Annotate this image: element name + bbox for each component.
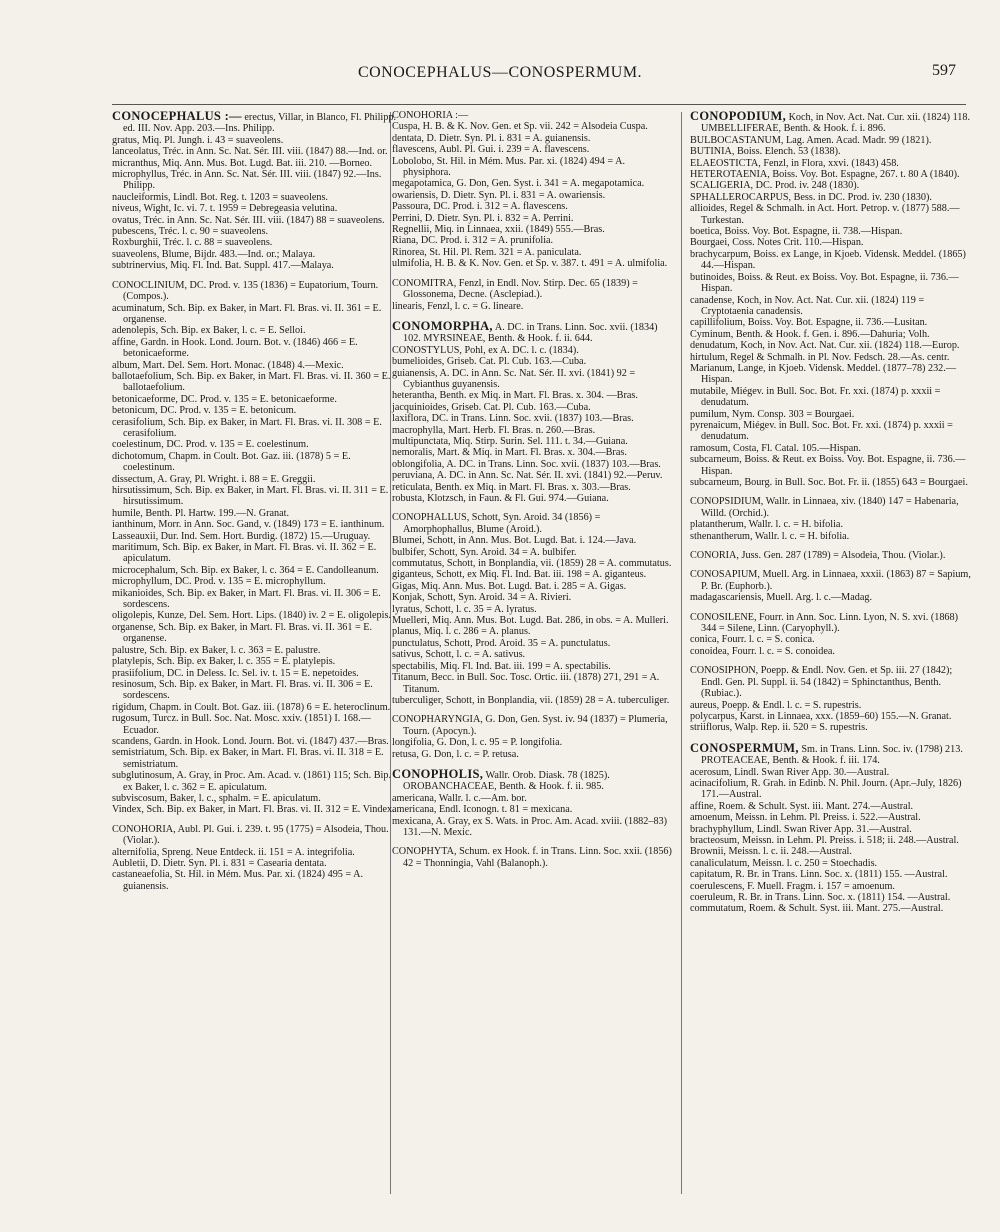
species-entry: album, Mart. Del. Sem. Hort. Monac. (1848) 4.—Mexic.: [112, 359, 344, 371]
species-entry: Vindex, Sch. Bip. ex Baker, in Mart. Fl. Bras. vi. II. 312 = E. Vindex.: [112, 804, 395, 816]
genus-heading: [690, 742, 972, 767]
genus-citation: Wallr. Orob. Diask. 78 (1825). OROBANCHACEAE, Benth. & Hook. f. ii. 985.: [403, 769, 610, 793]
species-entry: resinosum, Sch. Bip. ex Baker, in Mart. Fl. Bras. vi. II. 306 = E. sordescens.: [112, 678, 373, 702]
species-entry: Blumei, Schott, in Ann. Mus. Bot. Lugd. Bat. i. 124.—Java.: [392, 535, 637, 547]
species-entry: affine, Gardn. in Hook. Lond. Journ. Bot. v. (1846) 466 = E. betonicaeforme.: [112, 336, 358, 360]
genus-citation: Koch, in Nov. Act. Nat. Cur. xii. (1824) 118. UMBELLIFERAE, Benth. & Hook. f. i. 896.: [701, 112, 971, 135]
species-entry: coeruleum, R. Br. in Trans. Linn. Soc. x. (1811) 154. —Austral.: [690, 892, 951, 903]
species-entry: commutatus, Schott, in Bonplandia, vii. (1859) 28 = A. commutatus.: [392, 558, 672, 570]
species-entry: allioides, Regel & Schmalh. in Act. Hort. Petrop. v. (1877) 588.—Turkestan.: [690, 203, 960, 226]
species-entry: Passoura, DC. Prod. i. 312 = A. flavescens.: [392, 201, 568, 213]
species-entry: flavescens, Aubl. Pl. Gui. i. 239 = A. flavescens.: [392, 144, 590, 156]
species-entry: dentata, D. Dietr. Syn. Pl. i. 831 = A. guianensis.: [392, 132, 591, 144]
species-entry: hirsutissimum, Sch. Bip. ex Baker, in Mart. Fl. Bras. vi. II. 311 = E. hirsutissimum.: [112, 485, 389, 508]
species-entry: betonicum, DC. Prod. v. 135 = E. betonicum.: [112, 405, 297, 417]
species-entry: ianthinum, Morr. in Ann. Soc. Gand, v. (1849) 173 = E. ianthinum.: [112, 519, 385, 531]
species-entry: CONOPHALLUS, Schott, Syn. Aroid. 34 (1856) = Amorphophallus, Blume (Aroid.).: [392, 512, 601, 535]
species-entry: reticulata, Benth. ex Miq. in Mart. Fl. Bras. x. 303.—Bras.: [392, 481, 631, 493]
species-entry: organense, Sch. Bip. ex Baker, in Mart. Fl. Bras. vi. II. 361 = E. organense.: [112, 621, 373, 645]
column-1: [112, 110, 396, 900]
species-entry: Titanum, Becc. in Bull. Soc. Tosc. Ortic. iii. (1878) 271, 291 = A. Titanum.: [392, 672, 660, 695]
genus-name: CONOMORPHA,: [392, 318, 493, 333]
genus-heading: [690, 110, 972, 135]
species-entry: CONORIA, Juss. Gen. 287 (1789) = Alsodeia, Thou. (Violar.).: [690, 550, 946, 562]
species-entry: lyratus, Schott, l. c. 35 = A. lyratus.: [392, 603, 537, 615]
species-entry: capitatum, R. Br. in Trans. Linn. Soc. x. (1811) 155. —Austral.: [690, 869, 948, 881]
species-entry: laxiflora, DC. in Trans. Linn. Soc. xvii. (1837) 103.—Bras.: [392, 413, 634, 425]
species-entry: polycarpus, Karst. in Linnaea, xxx. (1859–60) 155.—N. Granat.: [690, 710, 952, 722]
species-entry: oblongifolia, A. DC. in Trans. Linn. Soc. xvii. (1837) 103.—Bras.: [392, 458, 661, 470]
species-entry: CONOMITRA, Fenzl, in Endl. Nov. Stirp. Dec. 65 (1839) = Glossonema, Decne. (Asclepiad.).: [392, 277, 638, 301]
species-entry: commutatum, Roem. & Schult. Syst. iii. Mant. 275.—Austral.: [690, 903, 944, 915]
page-number: 597: [932, 62, 956, 79]
species-entry: Lasseauxii, Dur. Ind. Sem. Hort. Burdig. (1872) 15.—Uruguay.: [112, 530, 371, 542]
species-entry: platylepis, Sch. Bip. ex Baker, l. c. 355 = E. platylepis.: [112, 656, 336, 668]
species-entry: naucleiformis, Lindl. Bot. Reg. t. 1203 = suaveolens.: [112, 191, 328, 203]
species-entry: heterantha, Benth. ex Miq. in Mart. Fl. Bras. x. 304. —Bras.: [392, 390, 638, 402]
species-entry: HETEROTAENIA, Boiss. Voy. Bot. Espagne, 267. t. 80 A (1840).: [690, 169, 960, 181]
species-entry: acerosum, Lindl. Swan River App. 30.—Austral.: [690, 766, 890, 778]
species-entry: subcarneum, Boiss. & Reut. ex Boiss. Voy. Bot. Espagne, ii. 736.—Hispan.: [690, 454, 966, 477]
species-entry: hirtulum, Regel & Schmalh. in Pl. Nov. Fedsch. 28.—As. centr.: [690, 351, 950, 363]
species-entry: denudatum, Koch, in Nov. Act. Nat. Cur. xii. (1824) 118.—Europ.: [690, 340, 960, 352]
entry-block: [392, 846, 673, 869]
column-2: [392, 110, 673, 877]
species-entry: SCALIGERIA, DC. Prod. iv. 248 (1830).: [690, 180, 860, 192]
species-entry: SPHALLEROCARPUS, Bess. in DC. Prod. iv. 230 (1830).: [690, 191, 932, 203]
species-entry: ramosum, Costa, Fl. Catal. 105.—Hispan.: [690, 442, 861, 454]
species-entry: butinoides, Boiss. & Reut. ex Boiss. Voy. Bot. Espagne, ii. 736.—Hispan.: [690, 271, 959, 295]
entry-block: [392, 714, 673, 760]
entry-block: [690, 110, 972, 488]
species-entry: Muelleri, Miq. Ann. Mus. Bot. Lugd. Bat. 286, in obs. = A. Mulleri.: [392, 615, 669, 627]
species-entry: linearis, Fenzl, l. c. = G. lineare.: [392, 300, 524, 312]
entry-block: [112, 280, 396, 816]
species-entry: capillifolium, Boiss. Voy. Bot. Espagne, ii. 736.—Lusitan.: [690, 317, 928, 329]
species-entry: CONOPSIDIUM, Wallr. in Linnaea, xiv. (1840) 147 = Habenaria, Willd. (Orchid.).: [690, 496, 959, 519]
species-entry: adenolepis, Sch. Bip. ex Baker, l. c. = E. Selloi.: [112, 325, 306, 337]
genus-name: CONOSPERMUM,: [690, 740, 799, 755]
species-entry: CONOPHYTA, Schum. ex Hook. f. in Trans. Linn. Soc. xxii. (1856) 42 = Thonningia, Vahl (Balanoph.).: [392, 846, 672, 869]
genus-citation: A. DC. in Trans. Linn. Soc. xvii. (1834) 102. MYRSINEAE, Benth. & Hook. f. ii. 644.: [403, 321, 658, 345]
genus-name: CONOCEPHALUS :—: [112, 109, 242, 123]
entry-block: [392, 278, 673, 312]
species-entry: Perrini, D. Dietr. Syn. Pl. i. 832 = A. Perrini.: [392, 212, 574, 224]
species-entry: Riana, DC. Prod. i. 312 = A. prunifolia.: [392, 235, 554, 247]
species-entry: suaveolens, Blume, Bijdr. 483.—Ind. or.; Malaya.: [112, 248, 316, 260]
species-entry: subtrinervius, Miq. Fl. Ind. Bat. Suppl. 417.—Malaya.: [112, 260, 334, 272]
species-entry: mutabile, Miégev. in Bull. Soc. Bot. Fr. xxi. (1874) p. xxxii = denudatum.: [690, 385, 941, 409]
species-entry: CONOCLINIUM, DC. Prod. v. 135 (1836) = Eupatorium, Tourn. (Compos.).: [112, 279, 379, 303]
species-entry: jacquinioides, Griseb. Cat. Pl. Cub. 163.—Cuba.: [392, 401, 591, 413]
entry-block: [690, 742, 972, 915]
entry-block: [690, 496, 972, 542]
entry-block: [392, 110, 673, 270]
species-entry: subviscosum, Baker, l. c., sphalm. = E. apiculatum.: [112, 792, 321, 804]
species-entry: microcephalum, Sch. Bip. ex Baker, l. c. 364 = E. Candolleanum.: [112, 564, 379, 576]
species-entry: subglutinosum, A. Gray, in Proc. Am. Acad. v. (1861) 115; Sch. Bip. ex Baker, l. c. 362 = E. apiculatum.: [112, 770, 392, 793]
species-entry: peruviana, A. DC. in Ann. Sc. Nat. Sér. II. xvi. (1841) 92.—Peruv.: [392, 470, 663, 482]
species-entry: CONOSIPHON, Poepp. & Endl. Nov. Gen. et Sp. iii. 27 (1842); Endl. Gen. Pl. Suppl. ii. 54 (1842) = Sphinctanthus, Benth. (Rubiac.).: [690, 665, 953, 700]
species-entry: pumilum, Nym. Consp. 303 = Bourgaei.: [690, 408, 855, 420]
species-entry: robusta, Klotzsch, in Faun. & Fl. Gui. 974.—Guiana.: [392, 493, 609, 504]
species-entry: madagascariensis, Muell. Arg. l. c.—Madag.: [690, 592, 873, 604]
species-entry: nemoralis, Mart. & Miq. in Mart. Fl. Bras. x. 304.—Bras.: [392, 447, 627, 459]
page-title: CONOCEPHALUS—CONOSPERMUM.: [357, 64, 643, 81]
species-entry: Aubletii, D. Dietr. Syn. Pl. i. 831 = Casearia dentata.: [112, 858, 327, 869]
species-entry: boetica, Boiss. Voy. Bot. Espagne, ii. 738.—Hispan.: [690, 226, 903, 238]
species-entry: Roxburghii, Tréc. l. c. 88 = suaveolens.: [112, 237, 273, 249]
genus-citation: erectus, Villar, in Blanco, Fl. Philipp. ed. III. Nov. App. 203.—Ins. Philipp.: [123, 112, 396, 135]
species-entry: bumelioides, Griseb. Cat. Pl. Cub. 163.—Cuba.: [392, 356, 587, 368]
species-entry: aureus, Poepp. & Endl. l. c. = S. rupestris.: [690, 699, 862, 711]
species-entry: CONOSAPIUM, Muell. Arg. in Linnaea, xxxii. (1863) 87 = Sapium, P. Br. (Euphorb.).: [690, 569, 971, 592]
species-entry: striiflorus, Walp. Rep. ii. 520 = S. rupestris.: [690, 722, 868, 734]
species-entry: maritimum, Sch. Bip. ex Baker, in Mart. Fl. Bras. vi. II. 362 = E. apiculatum.: [112, 542, 377, 565]
species-entry: semistriatum, Sch. Bip. ex Baker, in Mart. Fl. Bras. vi. II. 318 = E. semistriatum.: [112, 747, 384, 770]
species-entry: rigidum, Chapm. in Coult. Bot. Gaz. iii. (1878) 6 = E. heteroclinum.: [112, 701, 391, 713]
species-entry: megapotamica, G. Don, Gen. Syst. i. 341 = A. megapotamica.: [392, 178, 645, 190]
species-entry: platantherum, Wallr. l. c. = H. bifolia.: [690, 519, 843, 531]
species-entry: ELAEOSTICTA, Fenzl, in Flora, xxvi. (1843) 458.: [690, 157, 899, 169]
species-entry: Rinorea, St. Hil. Pl. Rem. 321 = A. paniculata.: [392, 246, 582, 258]
entry-block: [690, 569, 972, 603]
species-entry: spectabilis, Miq. Fl. Ind. Bat. iii. 199 = A. spectabilis.: [392, 660, 611, 672]
species-entry: microphyllus, Tréc. in Ann. Sc. Nat. Sér. III. viii. (1847) 92.—Ins. Philipp.: [112, 169, 382, 192]
species-entry: CONOSILENE, Fourr. in Ann. Soc. Linn. Lyon, N. S. xvi. (1868) 344 = Silene, Linn. (Caryophyll.).: [690, 611, 958, 635]
genus-name: CONOPHOLIS,: [392, 766, 484, 781]
species-entry: Gigas, Miq. Ann. Mus. Bot. Lugd. Bat. i. 285 = A. Gigas.: [392, 580, 627, 592]
species-entry: subcarneum, Bourg. in Bull. Soc. Bot. Fr. ii. (1855) 643 = Bourgaei.: [690, 477, 968, 488]
entry-block: [112, 824, 396, 892]
genus-heading: [112, 110, 396, 135]
species-entry: scandens, Gardn. in Hook. Lond. Journ. Bot. vi. (1847) 437.—Bras.: [112, 735, 389, 747]
species-entry: oligolepis, Kunze, Del. Sem. Hort. Lips. (1840) iv. 2 = E. oligolepis.: [112, 610, 391, 622]
species-entry: BULBOCASTANUM, Lag. Amen. Acad. Madr. 99 (1821).: [690, 134, 932, 146]
running-head: [0, 64, 1000, 88]
species-entry: americana, Wallr. l. c.—Am. bor.: [392, 792, 527, 804]
species-entry: retusa, G. Don, l. c. = P. retusa.: [392, 748, 519, 760]
species-entry: giganteus, Schott, ex Miq. Fl. Ind. Bat. iii. 198 = A. giganteus.: [392, 569, 647, 581]
species-entry: americana, Endl. Iconogn. t. 81 = mexicana.: [392, 804, 573, 816]
species-entry: acinacifolium, R. Grah. in Edinb. N. Phil. Journ. (Apr.–July, 1826) 171.—Austral.: [690, 777, 962, 801]
species-entry: affine, Roem. & Schult. Syst. iii. Mant. 274.—Austral.: [690, 800, 914, 812]
species-entry: bracteosum, Meissn. in Lehm. Pl. Preiss. i. 518; ii. 248.—Austral.: [690, 834, 959, 846]
species-entry: ballotaefolium, Sch. Bip. ex Baker, in Mart. Fl. Bras. vi. II. 360 = E. ballotaefolium.: [112, 370, 391, 394]
species-entry: CONOPHARYNGIA, G. Don, Gen. Syst. iv. 94 (1837) = Plumeria, Tourn. (Apocyn.).: [392, 714, 668, 737]
species-entry: humile, Benth. Pl. Hartw. 199.—N. Granat.: [112, 507, 290, 519]
species-entry: dichotomum, Chapm. in Coult. Bot. Gaz. iii. (1878) 5 = E. coelestinum.: [112, 450, 351, 474]
species-entry: rugosum, Turcz. in Bull. Soc. Nat. Mosc. xxiv. (1851) I. 168.—Ecuador.: [112, 713, 371, 736]
genus-heading: [392, 768, 673, 793]
species-entry: pyrenaicum, Miégev. in Bull. Soc. Bot. Fr. xxi. (1874) p. xxxii = denudatum.: [690, 419, 953, 443]
species-entry: conica, Fourr. l. c. = S. conica.: [690, 634, 815, 646]
species-entry: brachyphyllum, Lindl. Swan River App. 31.—Austral.: [690, 823, 912, 835]
species-entry: Brownii, Meissn. l. c. ii. 248.—Austral.: [690, 846, 852, 858]
species-entry: mikanioides, Sch. Bip. ex Baker, in Mart. Fl. Bras. vi. II. 306 = E. sordescens.: [112, 587, 381, 611]
species-entry: canadense, Koch, in Nov. Act. Nat. Cur. xii. (1824) 119 = Cryptotaenia canadensis.: [690, 294, 925, 317]
species-entry: castaneaefolia, St. Hil. in Mém. Mus. Par. xi. (1824) 495 = A. guianensis.: [112, 869, 364, 892]
species-entry: sthenantherum, Wallr. l. c. = H. bifolia.: [690, 530, 850, 542]
genus-name: CONOPODIUM,: [690, 109, 787, 123]
species-entry: canaliculatum, Meissn. l. c. 250 = Stoechadis.: [690, 857, 878, 869]
species-entry: Bourgaei, Coss. Notes Crit. 110.—Hispan.: [690, 237, 864, 249]
species-entry: amoenum, Meissn. in Lehm. Pl. Preiss. i. 522.—Austral.: [690, 812, 921, 824]
species-entry: conoidea, Fourr. l. c. = S. conoidea.: [690, 645, 835, 657]
species-entry: coerulescens, F. Muell. Fragm. i. 157 = amoenum.: [690, 880, 895, 892]
species-entry: Cuspa, H. B. & K. Nov. Gen. et Sp. vii. 242 = Alsodeia Cuspa.: [392, 121, 648, 133]
species-entry: cerasifolium, Sch. Bip. ex Baker, in Mart. Fl. Bras. vi. II. 308 = E. cerasifolium.: [112, 416, 382, 439]
species-entry: palustre, Sch. Bip. ex Baker, l. c. 363 = E. palustre.: [112, 644, 321, 656]
column-3: [690, 110, 972, 923]
species-entry: CONOHORIA :—: [392, 110, 469, 121]
entry-block: [112, 110, 396, 272]
species-entry: prasiifolium, DC. in Deless. Ic. Sel. iv. t. 15 = E. nepetoides.: [112, 667, 359, 679]
species-entry: CONOSTYLUS, Pohl, ex A. DC. l. c. (1834).: [392, 344, 579, 356]
species-entry: betonicaeforme, DC. Prod. v. 135 = E. betonicaeforme.: [112, 393, 337, 405]
species-entry: tuberculiger, Schott, in Bonplandia, vii. (1859) 28 = A. tuberculiger.: [392, 694, 670, 706]
species-entry: Marianum, Lange, in Kjoeb. Vidensk. Meddel. (1877–78) 232.—Hispan.: [690, 362, 957, 386]
species-entry: brachycarpum, Boiss. ex Lange, in Kjoeb. Vidensk. Meddel. (1865) 44.—Hispan.: [690, 248, 966, 272]
entry-block: [690, 665, 972, 733]
species-entry: bulbifer, Schott, Syn. Aroid. 34 = A. bulbifer.: [392, 546, 577, 558]
species-entry: Cyminum, Benth. & Hook. f. Gen. i. 896.—Dahuria; Volh.: [690, 328, 930, 340]
entry-block: [690, 612, 972, 658]
species-entry: BUTINIA, Boiss. Elench. 53 (1838).: [690, 146, 841, 158]
species-entry: multipunctata, Miq. Stirp. Surin. Sel. 111. t. 34.—Guiana.: [392, 435, 628, 447]
species-entry: Konjak, Schott, Syn. Aroid. 34 = A. Rivieri.: [392, 592, 572, 604]
species-entry: Lobolobo, St. Hil. in Mém. Mus. Par. xi. (1824) 494 = A. physiphora.: [392, 155, 625, 179]
species-entry: microphyllum, DC. Prod. v. 135 = E. microphyllum.: [112, 576, 326, 588]
entry-block: [392, 512, 673, 706]
column-divider: [681, 112, 682, 1194]
entry-block: [690, 550, 972, 561]
header-rule: [112, 104, 966, 105]
entry-block: [392, 768, 673, 838]
species-entry: punctulatus, Schott, Prod. Aroid. 35 = A. punctulatus.: [392, 637, 611, 649]
species-entry: micranthus, Miq. Ann. Mus. Bot. Lugd. Bat. iii. 210. —Borneo.: [112, 157, 373, 169]
species-entry: guianensis, A. DC. in Ann. Sc. Nat. Sér. II. xvi. (1841) 92 = Cybianthus guyanensis.: [392, 367, 636, 390]
species-entry: ulmifolia, H. B. & K. Nov. Gen. et Sp. v. 387. t. 491 = A. ulmifolia.: [392, 258, 668, 270]
species-entry: coelestinum, DC. Prod. v. 135 = E. coelestinum.: [112, 439, 309, 451]
species-entry: alternifolia, Spreng. Neue Entdeck. ii. 151 = A. integrifolia.: [112, 846, 355, 858]
entry-block: [392, 320, 673, 505]
species-entry: lanceolatus, Tréc. in Ann. Sc. Nat. Sér. III. viii. (1847) 88.—Ind. or.: [112, 146, 388, 158]
species-entry: sativus, Schott, l. c. = A. sativus.: [392, 649, 526, 661]
species-entry: planus, Miq. l. c. 286 = A. planus.: [392, 626, 531, 638]
species-entry: niveus, Wight, Ic. vi. 7. t. 1959 = Debregeasia velutina.: [112, 203, 338, 215]
species-entry: owariensis, D. Dietr. Syn. Pl. i. 831 = A. owariensis.: [392, 189, 606, 201]
species-entry: ovatus, Tréc. in Ann. Sc. Nat. Sér. III. viii. (1847) 88 = suaveolens.: [112, 214, 385, 226]
genus-heading: [392, 320, 673, 345]
species-entry: pubescens, Tréc. l. c. 90 = suaveolens.: [112, 226, 268, 238]
species-entry: mexicana, A. Gray, ex S. Wats. in Proc. Am. Acad. xviii. (1882–83) 131.—N. Mexic.: [392, 815, 668, 838]
species-entry: Regnellii, Miq. in Linnaea, xxii. (1849) 555.—Bras.: [392, 224, 605, 236]
species-entry: CONOHORIA, Aubl. Pl. Gui. i. 239. t. 95 (1775) = Alsodeia, Thou. (Violar.).: [112, 823, 389, 847]
species-entry: gratus, Miq. Pl. Jungh. i. 43 = suaveolens.: [112, 134, 284, 146]
species-entry: macrophylla, Mart. Herb. Fl. Bras. n. 260.—Bras.: [392, 424, 596, 436]
species-entry: acuminatum, Sch. Bip. ex Baker, in Mart. Fl. Bras. vi. II. 361 = E. organense.: [112, 302, 382, 325]
genus-citation: Sm. in Trans. Linn. Soc. iv. (1798) 213. PROTEACEAE, Benth. & Hook. f. iii. 174.: [701, 743, 963, 767]
species-entry: longifolia, G. Don, l. c. 95 = P. longifolia.: [392, 737, 563, 749]
species-entry: dissectum, A. Gray, Pl. Wright. i. 88 = E. Greggii.: [112, 473, 316, 485]
